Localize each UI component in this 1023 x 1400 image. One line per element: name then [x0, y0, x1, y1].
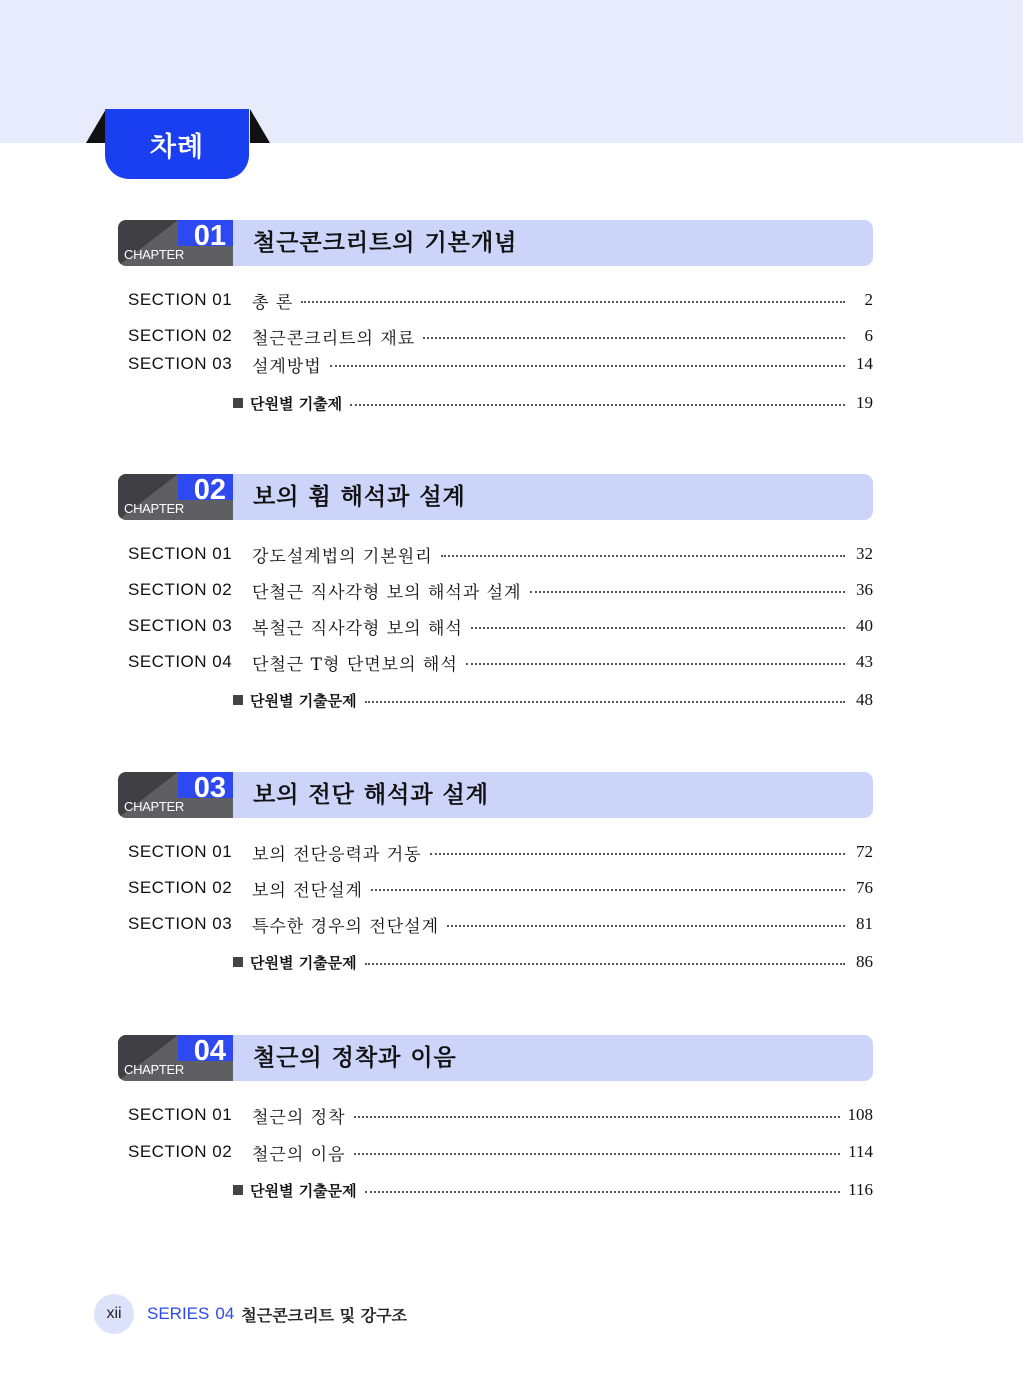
page-number: 81: [856, 914, 873, 933]
toc-entry[interactable]: [128, 324, 873, 348]
section-label: SECTION 04: [128, 652, 233, 671]
section-label: SECTION 02: [128, 326, 233, 345]
section-label: SECTION 01: [128, 842, 233, 861]
section-label: SECTION 03: [128, 354, 233, 373]
page-number: 32: [856, 544, 873, 563]
section-label: SECTION 03: [128, 914, 233, 933]
page-number: 19: [856, 393, 873, 412]
chapter-number: 02: [193, 474, 226, 506]
section-title: 단철근 직사각형 보의 해석과 설계: [252, 582, 522, 603]
square-bullet-icon: [233, 398, 243, 408]
toc-entry[interactable]: [128, 578, 873, 602]
chapter-02: [118, 474, 873, 710]
chapter-badge: [118, 474, 233, 520]
chapter-header: [118, 220, 873, 266]
page-number: 2: [864, 290, 873, 309]
section-label: SECTION 02: [128, 1142, 233, 1161]
chapter-title: 보의 전단 해석과 설계: [253, 782, 489, 808]
section-title: 보의 전단설계: [252, 880, 363, 901]
section-title: 철근의 정착: [252, 1107, 346, 1128]
section-title: 철근콘크리트의 재료: [252, 328, 416, 349]
series-number: 04: [215, 1304, 235, 1323]
review-title: 단원별 기출제: [250, 394, 343, 413]
chapter-badge: [118, 772, 233, 818]
chapter-title: 철근의 정착과 이음: [253, 1045, 457, 1071]
toc-entry[interactable]: [128, 876, 873, 900]
page-number: 43: [856, 652, 873, 671]
chapter-label: CHAPTER: [124, 1062, 185, 1077]
chapter-header: [118, 474, 873, 520]
toc-title: 차례: [105, 109, 249, 179]
page-number: 72: [856, 842, 873, 861]
chapter-header: [118, 1035, 873, 1081]
chapter-number: 03: [193, 772, 226, 804]
review-entry[interactable]: [233, 688, 873, 712]
review-entry[interactable]: [233, 950, 873, 974]
chapter-label: CHAPTER: [124, 247, 185, 262]
chapter-01: [118, 220, 873, 413]
chapter-title: 철근콘크리트의 기본개념: [253, 230, 518, 256]
chapter-title: 보의 휨 해석과 설계: [253, 484, 466, 510]
section-title: 보의 전단응력과 거동: [252, 844, 422, 865]
square-bullet-icon: [233, 1185, 243, 1195]
section-label: SECTION 01: [128, 290, 233, 309]
review-title: 단원별 기출문제: [250, 953, 357, 972]
section-title: 특수한 경우의 전단설계: [252, 916, 440, 937]
toc-entry[interactable]: [128, 542, 873, 566]
series-label: SERIES: [147, 1304, 210, 1323]
toc-entry[interactable]: [128, 288, 873, 312]
section-title: 총 론: [252, 292, 294, 313]
review-title: 단원별 기출문제: [250, 691, 357, 710]
chapter-04: [118, 1035, 873, 1200]
toc-entry[interactable]: [128, 912, 873, 936]
chapter-badge: [118, 220, 233, 266]
section-label: SECTION 01: [128, 1105, 233, 1124]
page-number: 14: [856, 354, 873, 373]
section-title: 단철근 T형 단면보의 해석: [252, 654, 458, 675]
review-entry[interactable]: [233, 391, 873, 415]
page-number: 76: [856, 878, 873, 897]
section-title: 설계방법: [252, 356, 322, 377]
page-number: 114: [848, 1142, 873, 1161]
toc-entry[interactable]: [128, 650, 873, 674]
page-number: 116: [848, 1180, 873, 1199]
section-label: SECTION 01: [128, 544, 233, 563]
footer-page-number: xii: [94, 1294, 134, 1334]
page-number: 86: [856, 952, 873, 971]
chapter-header: [118, 772, 873, 818]
section-title: 강도설계법의 기본원리: [252, 546, 433, 567]
section-label: SECTION 02: [128, 580, 233, 599]
page-footer: [94, 1294, 407, 1334]
section-label: SECTION 02: [128, 878, 233, 897]
toc-entry[interactable]: [128, 614, 873, 638]
page-number: 48: [856, 690, 873, 709]
page-number: 40: [856, 616, 873, 635]
section-label: SECTION 03: [128, 616, 233, 635]
chapter-number: 04: [193, 1035, 226, 1067]
section-title: 철근의 이음: [252, 1144, 346, 1165]
chapter-03: [118, 772, 873, 972]
toc-entry[interactable]: [128, 1140, 873, 1164]
review-entry[interactable]: [233, 1178, 873, 1202]
chapter-badge: [118, 1035, 233, 1081]
chapter-label: CHAPTER: [124, 501, 185, 516]
chapter-number: 01: [193, 220, 226, 252]
page-number: 36: [856, 580, 873, 599]
toc-entry[interactable]: [128, 352, 873, 376]
toc-entry[interactable]: [128, 1103, 873, 1127]
toc-entry[interactable]: [128, 840, 873, 864]
chapter-label: CHAPTER: [124, 799, 185, 814]
page-number: 108: [847, 1105, 873, 1124]
square-bullet-icon: [233, 957, 243, 967]
book-title: 철근콘크리트 및 강구조: [241, 1305, 407, 1325]
square-bullet-icon: [233, 695, 243, 705]
review-title: 단원별 기출문제: [250, 1181, 357, 1200]
toc-title-tab: [86, 109, 270, 179]
section-title: 복철근 직사각형 보의 해석: [252, 618, 463, 639]
page-number: 6: [864, 326, 873, 345]
